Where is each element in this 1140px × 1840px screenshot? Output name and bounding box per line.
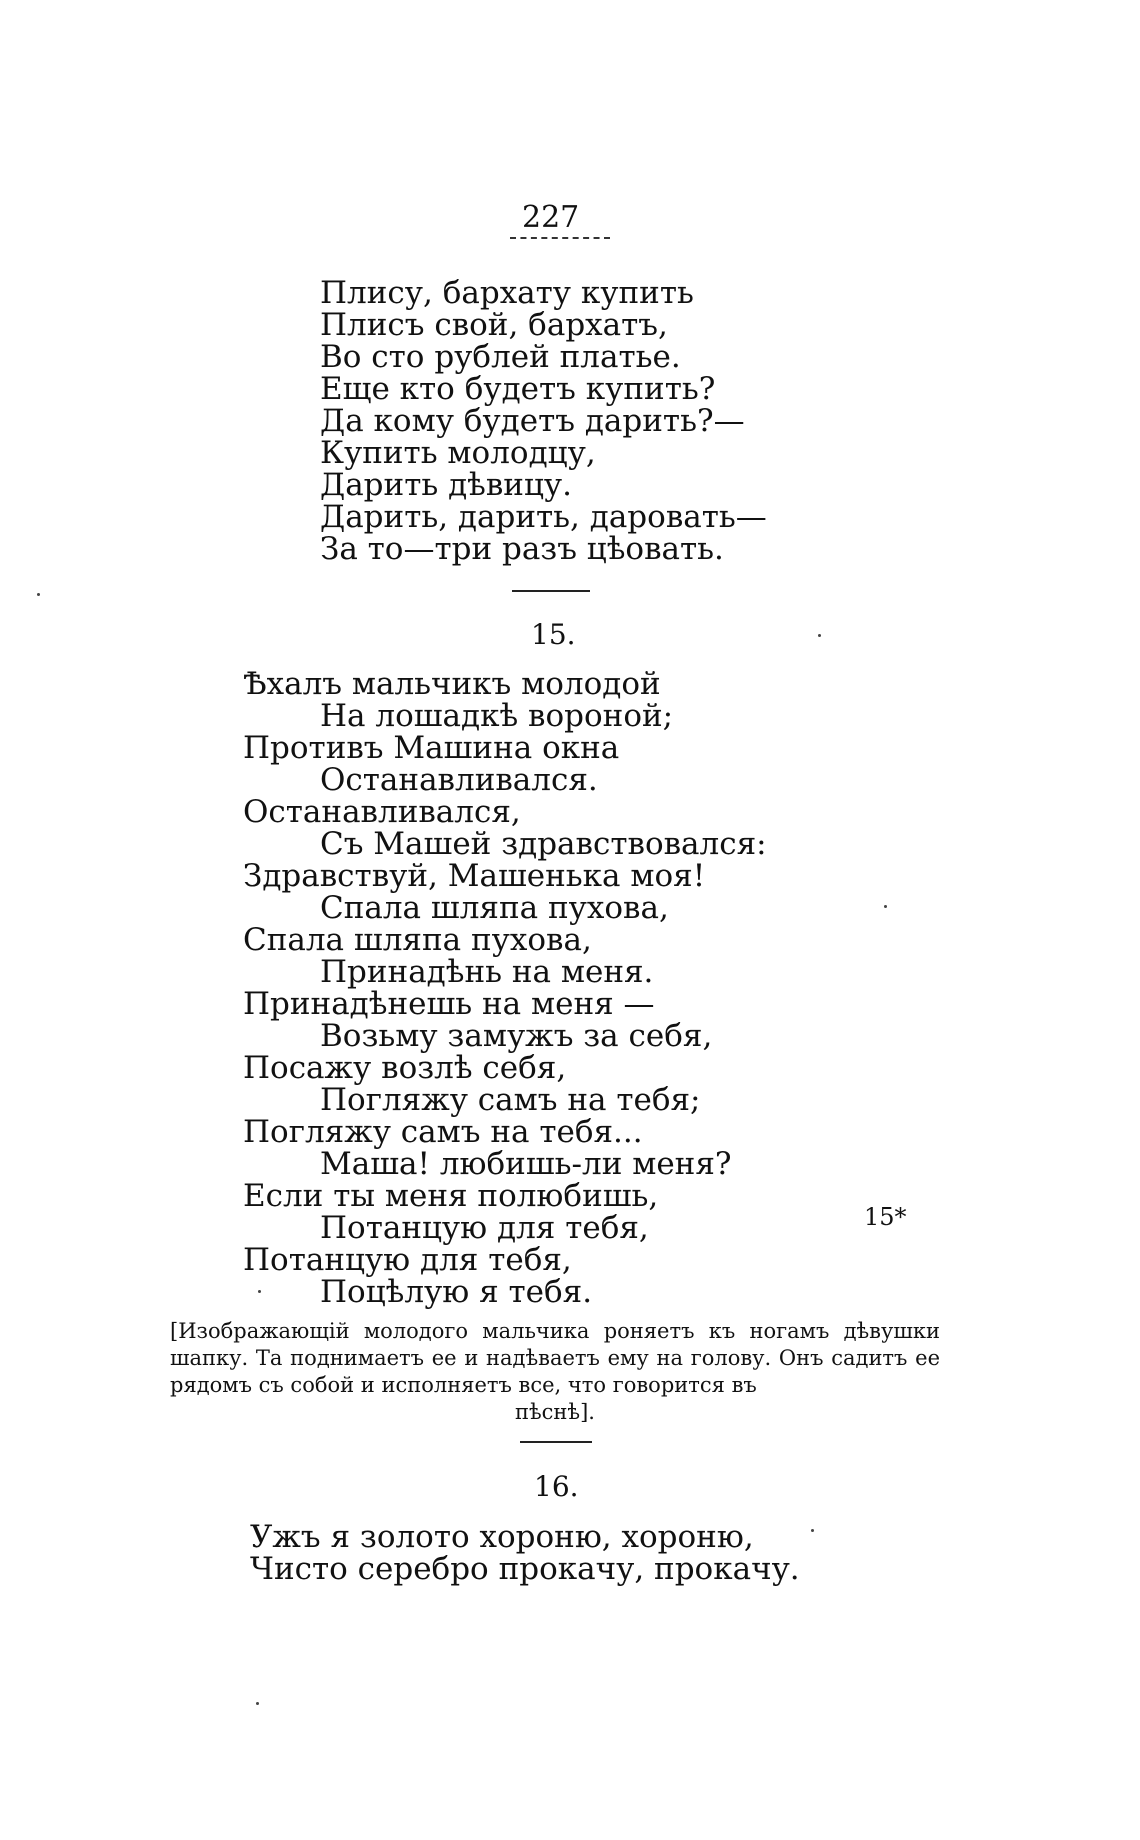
verse-line: Принадѣнешь на меня — (243, 986, 655, 1022)
verse-line: Принадѣнь на меня. (320, 954, 654, 990)
scan-speck (811, 1529, 814, 1532)
stage-direction (170, 1318, 940, 1426)
page-number: 227 (522, 200, 580, 235)
verse-line: Во сто рублей платье. (320, 339, 681, 375)
verse-line: Потанцую для тебя, (320, 1210, 649, 1246)
verse-line: Чисто серебро прокачу, прокачу. (250, 1551, 800, 1587)
verse-line: Еще кто будетъ купить? (320, 371, 716, 407)
verse-line: Потанцую для тебя, (243, 1242, 572, 1278)
scan-speck (258, 1290, 261, 1293)
verse-line: Плису, бархату купить (320, 275, 694, 311)
verse-line: Противъ Машина окна (243, 730, 620, 766)
verse-line: На лошадкѣ вороной; (320, 698, 674, 734)
verse-line: Возьму замужъ за себя, (320, 1018, 713, 1054)
scan-speck (37, 593, 40, 596)
verse-line: Да кому будетъ дарить?— (320, 403, 745, 439)
verse-line: Останавливался. (320, 762, 598, 798)
section-divider (512, 590, 590, 592)
section-number-16: 16. (534, 1470, 579, 1503)
section-number-15: 15. (531, 618, 576, 651)
stage-direction-last-line: пѣснѣ]. (515, 1400, 595, 1424)
scan-speck (256, 1702, 259, 1705)
verse-line: Дарить, дарить, даровать— (320, 499, 767, 535)
verse-line: Маша! любишь-ли меня? (320, 1146, 732, 1182)
section-divider (520, 1441, 592, 1443)
scan-speck (818, 634, 821, 637)
verse-line: Здравствуй, Машенька моя! (243, 858, 706, 894)
page-number-rule (510, 237, 610, 239)
scan-speck (884, 905, 887, 908)
verse-line: За то—три разъ цѣовать. (320, 531, 724, 567)
song-16-verse (250, 1521, 800, 1585)
verse-line: Погляжу самъ на тебя... (243, 1114, 643, 1150)
verse-line: Спала шляпа пухова, (243, 922, 592, 958)
verse-line: Если ты меня полюбишь, (243, 1178, 659, 1214)
stage-direction-body: [Изображающій молодого мальчика роняетъ къ ногамъ дѣвушки шапку. Та поднимаетъ ее и надѣваетъ ему на голову. Онъ садитъ ее рядомъ съ собой и исполняетъ все, что говорится въ (170, 1319, 940, 1397)
verse-line: Посажу возлѣ себя, (243, 1050, 567, 1086)
song-15-verse (243, 668, 767, 1308)
verse-line: Погляжу самъ на тебя; (320, 1082, 701, 1118)
verse-line: Ѣхалъ мальчикъ молодой (243, 666, 661, 702)
verse-line: Поцѣлую я тебя. (320, 1274, 593, 1310)
signature-mark: 15* (864, 1203, 907, 1231)
verse-line: Дарить дѣвицу. (320, 467, 572, 503)
verse-line: Плисъ свой, бархатъ, (320, 307, 668, 343)
verse-line: Ужъ я золото хороню, хороню, (250, 1519, 754, 1555)
verse-line: Спала шляпа пухова, (320, 890, 669, 926)
verse-line: Купить молодцу, (320, 435, 596, 471)
verse-line: Съ Машей здравствовался: (320, 826, 767, 862)
song-14-verse (320, 277, 767, 565)
verse-line: Останавливался, (243, 794, 521, 830)
